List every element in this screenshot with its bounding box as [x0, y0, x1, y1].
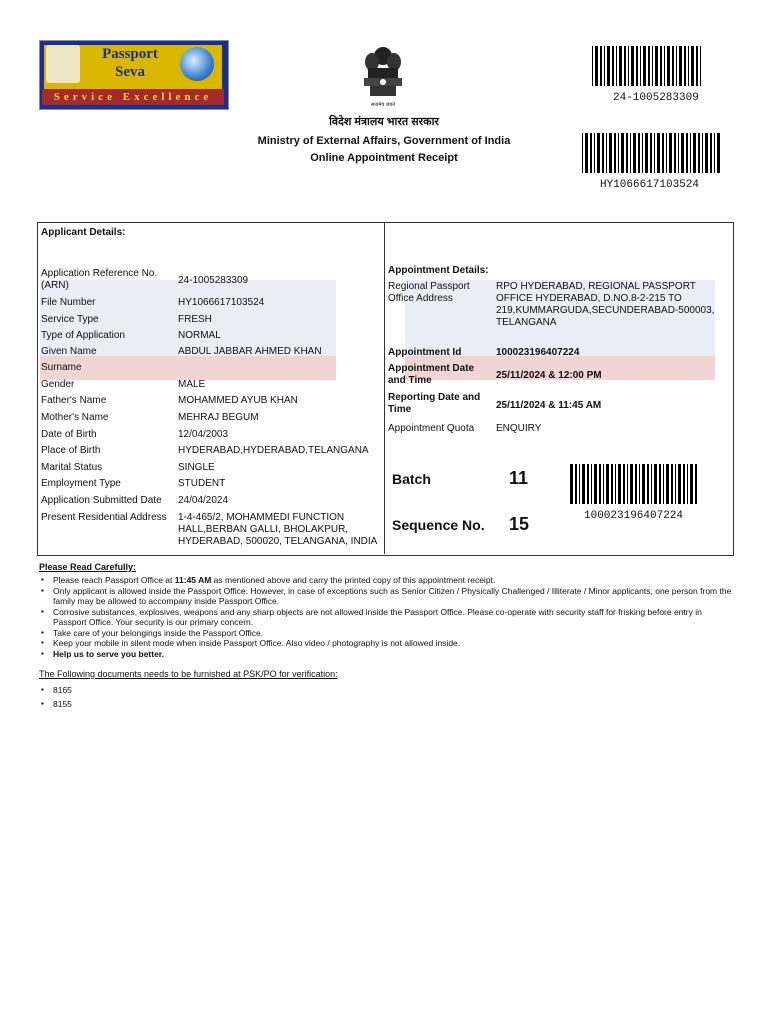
value-appointment-date: 25/11/2024 & 12:00 PM — [496, 370, 602, 381]
logo-title — [90, 45, 170, 81]
value-service-type: FRESH — [178, 314, 212, 325]
document-item: ▪ 8165 — [39, 683, 339, 697]
value-mother-name: MEHRAJ BEGUM — [178, 412, 259, 423]
label-appointment-date: Appointment Date and Time — [388, 363, 475, 386]
ministry-title: Ministry of External Affairs, Government of India — [257, 135, 511, 147]
label-application-type: Type of Application — [41, 330, 125, 341]
note-item: ▪ Take care of your belongings inside the Passport Office. — [39, 628, 733, 639]
label-appointment-id: Appointment Id — [388, 347, 462, 358]
label-father-name: Father's Name — [41, 395, 107, 406]
arn-barcode-label: 24-1005283309 — [613, 92, 699, 104]
label-sequence: Sequence No. — [392, 517, 485, 533]
arn-barcode — [592, 46, 704, 86]
label-surname: Surname — [41, 362, 82, 373]
label-employment-type: Employment Type — [41, 478, 121, 489]
note-item: ▪ Help us to serve you better. — [39, 649, 733, 660]
emblem-caption: सत्यमेव जयते — [370, 102, 396, 108]
value-office-address: RPO HYDERABAD, REGIONAL PASSPORT OFFICE HYDERABAD, D.NO.8-2-215 TO 219,KUMMARGUDA,SECUNDERABAD-500003, TELANGANA — [496, 281, 715, 328]
lion-capital-icon — [358, 42, 408, 102]
receipt-title: Online Appointment Receipt — [310, 152, 458, 164]
logo-band — [42, 89, 224, 105]
value-father-name: MOHAMMED AYUB KHAN — [178, 395, 298, 406]
value-reporting-date: 25/11/2024 & 11:45 AM — [496, 400, 602, 411]
label-arn: Application Reference No. (ARN) — [41, 268, 158, 291]
documents-heading: The Following documents needs to be furnished at PSK/PO for verification: — [39, 669, 338, 679]
note-item: ▪ Keep your mobile in silent mode when inside Passport Office. Also video / photography is not allowed inside. — [39, 638, 733, 649]
value-given-name: ABDUL JABBAR AHMED KHAN — [178, 346, 322, 357]
label-date-of-birth: Date of Birth — [41, 429, 97, 440]
notes-list — [39, 575, 733, 659]
label-service-type: Service Type — [41, 314, 99, 325]
value-marital-status: SINGLE — [178, 462, 215, 473]
label-gender: Gender — [41, 379, 75, 390]
value-address: 1-4-465/2, MOHAMMEDI FUNCTION HALL,BERBAN GALLI, BHOLAKPUR, HYDERABAD, 500020, TELANGANA, INDIA — [178, 512, 378, 547]
value-application-type: NORMAL — [178, 330, 221, 341]
note-1-post: as mentioned above and carry the printed copy of this appointment receipt. — [211, 575, 496, 585]
logo-line2: Seva — [115, 64, 145, 80]
label-batch: Batch — [392, 471, 431, 487]
value-sequence: 15 — [509, 514, 530, 534]
logo-line1: Passport — [102, 46, 158, 62]
note-1-time: 11:45 AM — [174, 575, 212, 585]
label-address: Present Residential Address — [41, 512, 167, 523]
national-emblem — [358, 42, 408, 110]
value-appointment-quota: ENQUIRY — [496, 423, 542, 434]
document-item: ▪ 8155 — [39, 697, 339, 711]
file-barcode-label: HY1066617103524 — [600, 179, 700, 191]
label-submitted-date: Application Submitted Date — [41, 495, 162, 506]
hindi-title: विदेश मंत्रालय भारत सरकार — [329, 116, 439, 128]
appointment-barcode — [570, 464, 698, 504]
value-arn: 24-1005283309 — [178, 275, 249, 286]
label-office-address: Regional Passport Office Address — [388, 281, 470, 304]
label-appointment-quota: Appointment Quota — [388, 423, 475, 434]
label-given-name: Given Name — [41, 346, 97, 357]
globe-icon — [180, 47, 214, 81]
label-reporting-date: Reporting Date and Time — [388, 392, 481, 415]
appointment-heading: Appointment Details: — [388, 265, 489, 276]
value-file-number: HY1066617103524 — [178, 297, 265, 308]
value-employment-type: STUDENT — [178, 478, 226, 489]
applicant-heading: Applicant Details: — [41, 227, 126, 238]
notes-heading: Please Read Carefully: — [39, 562, 137, 572]
value-gender: MALE — [178, 379, 206, 390]
label-place-of-birth: Place of Birth — [41, 445, 101, 456]
note-item: ▪ Only applicant is allowed inside the Passport Office. However, in case of exceptions such as Senior Citizen / Physically Challenged / Illiterate / Minor applicants, one person from the family may be allowed to accompany inside Passport Office. — [39, 586, 733, 607]
value-place-of-birth: HYDERABAD,HYDERABAD,TELANGANA — [178, 445, 369, 456]
file-barcode — [582, 133, 722, 173]
value-appointment-id: 100023196407224 — [496, 347, 580, 358]
logo-tagline: Service Excellence — [53, 91, 213, 103]
passport-seva-logo — [39, 40, 229, 110]
value-submitted-date: 24/04/2024 — [178, 495, 229, 506]
value-batch: 11 — [509, 468, 529, 488]
appointment-barcode-label: 100023196407224 — [584, 510, 684, 522]
label-mother-name: Mother's Name — [41, 412, 109, 423]
label-marital-status: Marital Status — [41, 462, 103, 473]
emblem-icon — [46, 45, 80, 83]
label-file-number: File Number — [41, 297, 96, 308]
note-item — [39, 575, 733, 586]
documents-list — [39, 683, 339, 711]
box-divider — [384, 222, 385, 554]
note-1-pre: Please reach Passport Office at — [53, 575, 175, 585]
note-item: ▪ Corrosive substances, explosives, weapons and any sharp objects are not allowed inside the Passport Office. Please co-operate with security staff for frisking before entry in Passport Office. Your security is our primary concern. — [39, 607, 733, 628]
value-date-of-birth: 12/04/2003 — [178, 429, 229, 440]
